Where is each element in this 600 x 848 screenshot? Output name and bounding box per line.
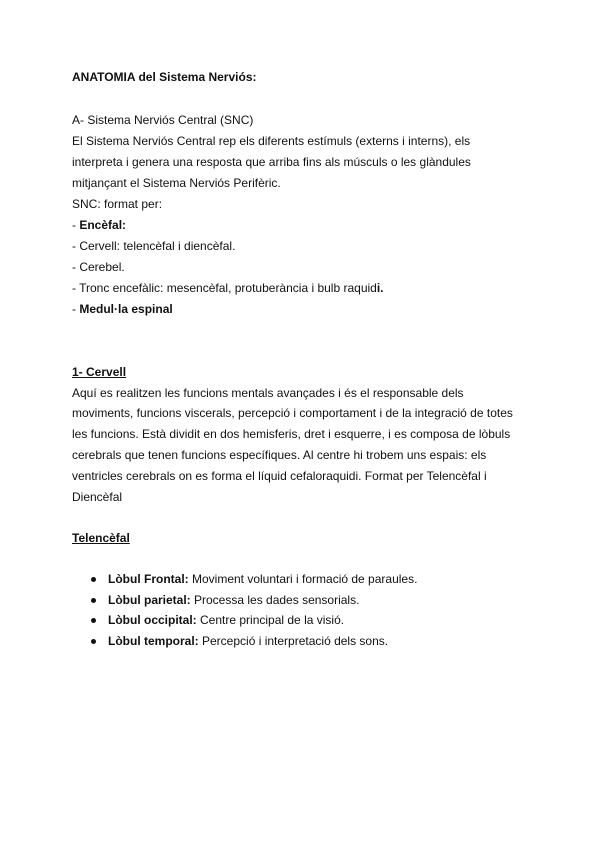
section-a-paragraph-line: El Sistema Nerviós Central rep els diferents estímuls (externs i interns), els [72,134,471,148]
section-1-paragraph-line: moviments, funcions viscerals, percepció i comportament i de la integració de totes [72,406,513,420]
tronc-text-end: i. [376,281,384,295]
telencefal-heading: Telencèfal [72,531,130,545]
list-item [88,572,417,593]
bullet-icon [91,618,96,623]
section-1-paragraph-line: Diencèfal [72,490,123,504]
medula-line [72,302,173,317]
lobul-description: Processa les dades sensorials. [190,592,360,607]
list-item [88,593,417,614]
encefal-label: Encèfal: [79,218,127,232]
tronc-item [72,281,384,296]
encefal-line [72,218,126,233]
section-1-paragraph-line: cerebrals que tenen funcions específiques. Al centre hi trobem uns espais: els [72,448,487,462]
lobul-term: Lòbul Frontal: [108,572,189,586]
list-item [88,634,417,655]
encefal-prefix: - [72,218,80,232]
document-title: ANATOMIA del Sistema Nerviós: [72,70,257,84]
section-a-paragraph-line: mitjançant el Sistema Nerviós Perifèric. [72,176,281,190]
lobul-term: Lòbul temporal: [108,633,199,648]
tronc-text: - Tronc encefàlic: mesencèfal, protuberància i bulb raquid [72,281,377,295]
lobul-description: Percepció i interpretació dels sons. [198,633,389,648]
lobul-term: Lòbul parietal: [108,592,191,607]
lobuls-list [88,572,417,654]
section-1-paragraph-line: les funcions. Està dividit en dos hemisferis, dret i esquerre, i es composa de lòbuls [72,427,511,441]
cervell-item: - Cervell: telencèfal i diencèfal. [72,239,236,253]
bullet-icon [91,598,96,603]
snc-formed-by: SNC: format per: [72,197,163,211]
lobul-description: Moviment voluntari i formació de paraules. [188,572,418,586]
cerebel-item: - Cerebel. [72,260,125,274]
medula-label: Medul·la espinal [79,302,173,316]
section-1-paragraph-line: ventricles cerebrals on es forma el líquid cefaloraquidi. Format per Telencèfal i [72,469,487,483]
section-a-paragraph-line: interpreta i genera una resposta que arriba fins als músculs o les glàndules [72,155,471,169]
bullet-icon [91,577,96,582]
lobul-description: Centre principal de la visió. [196,613,345,627]
section-1-paragraph-line: Aquí es realitzen les funcions mentals avançades i és el responsable dels [72,386,464,400]
list-item [88,613,417,634]
section-a-heading: A- Sistema Nerviós Central (SNC) [72,113,254,127]
bullet-icon [91,639,96,644]
section-1-heading: 1- Cervell [72,365,127,379]
medula-prefix: - [72,302,80,316]
lobul-term: Lòbul occipital: [108,613,197,627]
